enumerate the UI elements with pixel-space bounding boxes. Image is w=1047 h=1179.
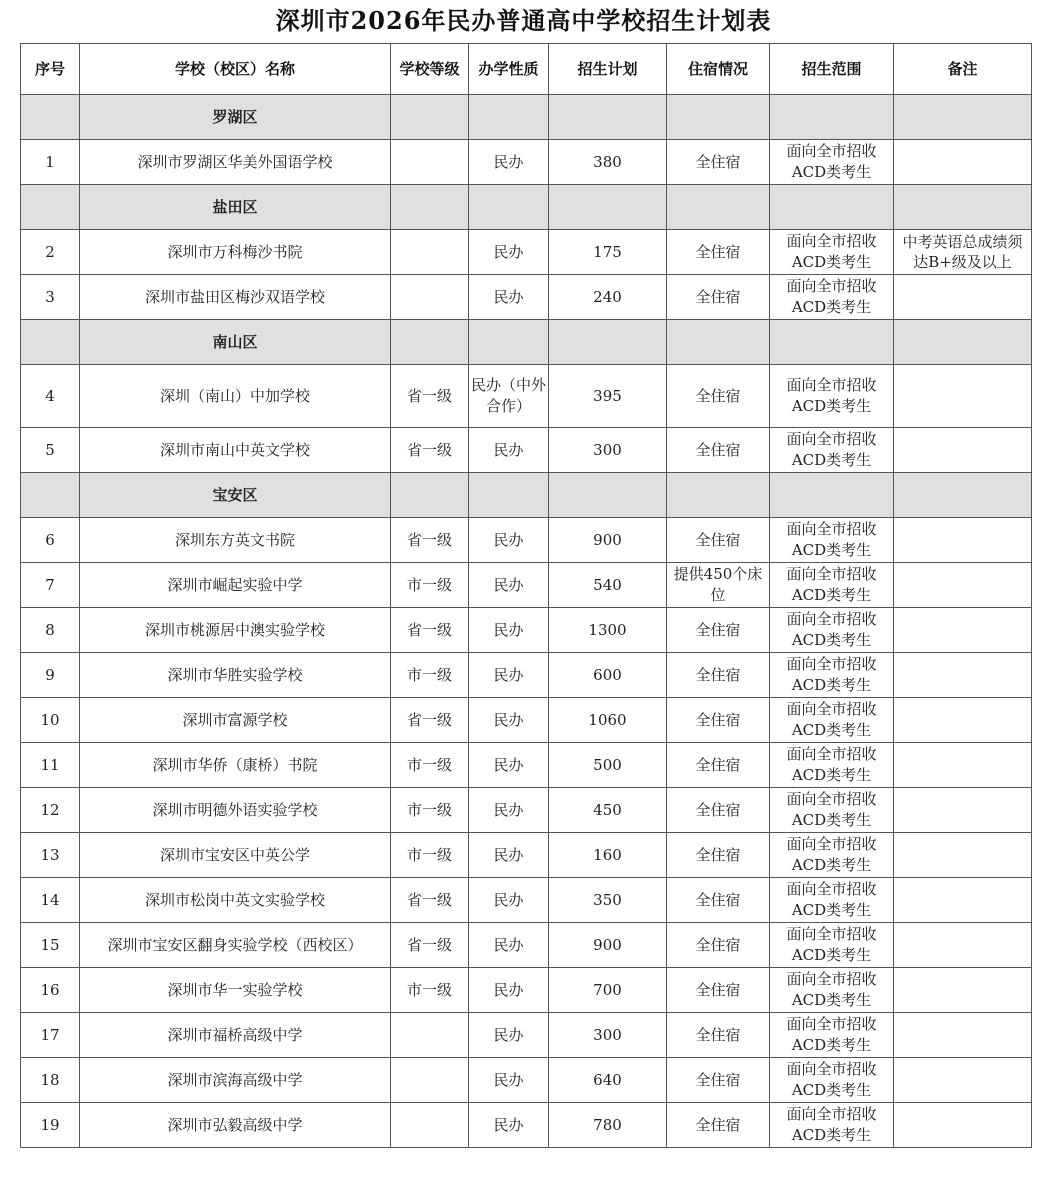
row-number: 2	[21, 230, 80, 275]
enroll-scope: 面向全市招收ACD类考生	[770, 1058, 894, 1103]
enroll-scope: 面向全市招收ACD类考生	[770, 923, 894, 968]
table-row	[21, 365, 1032, 428]
school-nature: 民办	[469, 428, 549, 473]
school-nature: 民办	[469, 878, 549, 923]
district-empty-cell	[770, 320, 894, 365]
school-name: 深圳市华一实验学校	[80, 968, 391, 1013]
enroll-plan: 640	[549, 1058, 667, 1103]
district-empty-cell	[21, 95, 80, 140]
table-row	[21, 230, 1032, 275]
school-name: 深圳市宝安区中英公学	[80, 833, 391, 878]
enroll-plan: 1300	[549, 608, 667, 653]
table-row	[21, 275, 1032, 320]
row-number: 16	[21, 968, 80, 1013]
row-number: 6	[21, 518, 80, 563]
row-number: 13	[21, 833, 80, 878]
district-empty-cell	[894, 320, 1032, 365]
dorm-status: 全住宿	[667, 230, 770, 275]
enroll-scope: 面向全市招收ACD类考生	[770, 653, 894, 698]
school-nature: 民办	[469, 923, 549, 968]
district-empty-cell	[894, 473, 1032, 518]
district-empty-cell	[770, 185, 894, 230]
table-row	[21, 743, 1032, 788]
enroll-scope: 面向全市招收ACD类考生	[770, 140, 894, 185]
enroll-scope: 面向全市招收ACD类考生	[770, 563, 894, 608]
school-nature: 民办	[469, 788, 549, 833]
school-nature: 民办（中外合作）	[469, 365, 549, 428]
school-name: 深圳市桃源居中澳实验学校	[80, 608, 391, 653]
school-name: 深圳市富源学校	[80, 698, 391, 743]
school-name: 深圳市滨海高级中学	[80, 1058, 391, 1103]
district-empty-cell	[549, 320, 667, 365]
school-name: 深圳市明德外语实验学校	[80, 788, 391, 833]
table-row	[21, 653, 1032, 698]
header-nature: 办学性质	[469, 44, 549, 95]
row-number: 9	[21, 653, 80, 698]
enroll-plan: 500	[549, 743, 667, 788]
table-row	[21, 923, 1032, 968]
remark	[894, 275, 1032, 320]
remark	[894, 140, 1032, 185]
enroll-scope: 面向全市招收ACD类考生	[770, 365, 894, 428]
school-name: 深圳市福桥高级中学	[80, 1013, 391, 1058]
enroll-scope: 面向全市招收ACD类考生	[770, 428, 894, 473]
school-level: 市一级	[391, 833, 469, 878]
school-name: 深圳东方英文书院	[80, 518, 391, 563]
school-level: 市一级	[391, 968, 469, 1013]
table-row	[21, 833, 1032, 878]
school-name: 深圳市弘毅高级中学	[80, 1103, 391, 1148]
district-empty-cell	[667, 95, 770, 140]
district-name: 宝安区	[80, 473, 391, 518]
district-empty-cell	[667, 320, 770, 365]
row-number: 14	[21, 878, 80, 923]
table-row	[21, 428, 1032, 473]
remark	[894, 968, 1032, 1013]
district-empty-cell	[667, 185, 770, 230]
page-title: 深圳市2026年民办普通高中学校招生计划表	[275, 6, 772, 35]
school-level	[391, 275, 469, 320]
remark	[894, 743, 1032, 788]
remark	[894, 698, 1032, 743]
school-level	[391, 1058, 469, 1103]
header-row	[21, 44, 1032, 95]
dorm-status: 全住宿	[667, 1058, 770, 1103]
table-row	[21, 563, 1032, 608]
district-empty-cell	[770, 473, 894, 518]
school-level: 省一级	[391, 428, 469, 473]
school-nature: 民办	[469, 743, 549, 788]
remark	[894, 365, 1032, 428]
school-level	[391, 140, 469, 185]
district-empty-cell	[549, 95, 667, 140]
table-row	[21, 1058, 1032, 1103]
remark	[894, 563, 1032, 608]
school-nature: 民办	[469, 140, 549, 185]
district-empty-cell	[549, 185, 667, 230]
header-level: 学校等级	[391, 44, 469, 95]
school-name: 深圳市罗湖区华美外国语学校	[80, 140, 391, 185]
enroll-scope: 面向全市招收ACD类考生	[770, 230, 894, 275]
district-empty-cell	[21, 473, 80, 518]
district-empty-cell	[391, 95, 469, 140]
dorm-status: 全住宿	[667, 698, 770, 743]
table-row	[21, 1103, 1032, 1148]
dorm-status: 全住宿	[667, 275, 770, 320]
header-dorm: 住宿情况	[667, 44, 770, 95]
district-empty-cell	[549, 473, 667, 518]
district-row	[21, 185, 1032, 230]
table-row	[21, 1013, 1032, 1058]
remark	[894, 833, 1032, 878]
dorm-status: 全住宿	[667, 788, 770, 833]
table-row	[21, 968, 1032, 1013]
enroll-scope: 面向全市招收ACD类考生	[770, 608, 894, 653]
school-nature: 民办	[469, 518, 549, 563]
enroll-scope: 面向全市招收ACD类考生	[770, 968, 894, 1013]
enroll-plan: 350	[549, 878, 667, 923]
enroll-plan: 540	[549, 563, 667, 608]
row-number: 5	[21, 428, 80, 473]
enroll-plan: 300	[549, 428, 667, 473]
row-number: 1	[21, 140, 80, 185]
remark	[894, 878, 1032, 923]
header-note: 备注	[894, 44, 1032, 95]
dorm-status: 全住宿	[667, 653, 770, 698]
dorm-status: 全住宿	[667, 878, 770, 923]
school-level: 市一级	[391, 788, 469, 833]
row-number: 8	[21, 608, 80, 653]
district-name: 罗湖区	[80, 95, 391, 140]
table-row	[21, 788, 1032, 833]
enroll-scope: 面向全市招收ACD类考生	[770, 698, 894, 743]
school-nature: 民办	[469, 1058, 549, 1103]
school-name: 深圳（南山）中加学校	[80, 365, 391, 428]
row-number: 12	[21, 788, 80, 833]
table-row	[21, 518, 1032, 563]
school-level: 省一级	[391, 878, 469, 923]
dorm-status: 全住宿	[667, 1013, 770, 1058]
enroll-plan: 300	[549, 1013, 667, 1058]
school-name: 深圳市宝安区翻身实验学校（西校区）	[80, 923, 391, 968]
district-empty-cell	[469, 473, 549, 518]
school-level: 省一级	[391, 365, 469, 428]
remark	[894, 923, 1032, 968]
school-level: 省一级	[391, 698, 469, 743]
row-number: 17	[21, 1013, 80, 1058]
row-number: 15	[21, 923, 80, 968]
enroll-scope: 面向全市招收ACD类考生	[770, 788, 894, 833]
remark: 中考英语总成绩须达B+级及以上	[894, 230, 1032, 275]
enroll-plan: 380	[549, 140, 667, 185]
enroll-plan: 700	[549, 968, 667, 1013]
district-empty-cell	[667, 473, 770, 518]
remark	[894, 653, 1032, 698]
header-plan: 招生计划	[549, 44, 667, 95]
enroll-scope: 面向全市招收ACD类考生	[770, 518, 894, 563]
enroll-scope: 面向全市招收ACD类考生	[770, 878, 894, 923]
district-empty-cell	[21, 185, 80, 230]
district-row	[21, 95, 1032, 140]
dorm-status: 提供450个床位	[667, 563, 770, 608]
school-name: 深圳市崛起实验中学	[80, 563, 391, 608]
remark	[894, 1058, 1032, 1103]
header-scope: 招生范围	[770, 44, 894, 95]
school-level	[391, 230, 469, 275]
district-empty-cell	[469, 185, 549, 230]
dorm-status: 全住宿	[667, 365, 770, 428]
enroll-scope: 面向全市招收ACD类考生	[770, 1103, 894, 1148]
school-level: 省一级	[391, 518, 469, 563]
enroll-plan: 450	[549, 788, 667, 833]
remark	[894, 1013, 1032, 1058]
table-row	[21, 698, 1032, 743]
enroll-plan: 900	[549, 518, 667, 563]
table-body	[21, 95, 1032, 1148]
school-name: 深圳市盐田区梅沙双语学校	[80, 275, 391, 320]
dorm-status: 全住宿	[667, 833, 770, 878]
enroll-plan: 395	[549, 365, 667, 428]
row-number: 10	[21, 698, 80, 743]
remark	[894, 518, 1032, 563]
row-number: 3	[21, 275, 80, 320]
remark	[894, 428, 1032, 473]
district-row	[21, 320, 1032, 365]
school-level	[391, 1103, 469, 1148]
enrollment-table	[20, 43, 1032, 1148]
row-number: 19	[21, 1103, 80, 1148]
school-nature: 民办	[469, 608, 549, 653]
district-name: 南山区	[80, 320, 391, 365]
school-nature: 民办	[469, 1103, 549, 1148]
row-number: 4	[21, 365, 80, 428]
dorm-status: 全住宿	[667, 923, 770, 968]
enroll-plan: 175	[549, 230, 667, 275]
remark	[894, 1103, 1032, 1148]
school-nature: 民办	[469, 698, 549, 743]
enroll-scope: 面向全市招收ACD类考生	[770, 743, 894, 788]
school-nature: 民办	[469, 230, 549, 275]
school-nature: 民办	[469, 275, 549, 320]
school-nature: 民办	[469, 653, 549, 698]
dorm-status: 全住宿	[667, 608, 770, 653]
header-school-name: 学校（校区）名称	[80, 44, 391, 95]
district-empty-cell	[391, 185, 469, 230]
dorm-status: 全住宿	[667, 428, 770, 473]
district-empty-cell	[469, 320, 549, 365]
dorm-status: 全住宿	[667, 140, 770, 185]
enroll-scope: 面向全市招收ACD类考生	[770, 833, 894, 878]
dorm-status: 全住宿	[667, 968, 770, 1013]
dorm-status: 全住宿	[667, 1103, 770, 1148]
district-empty-cell	[391, 320, 469, 365]
school-level: 市一级	[391, 653, 469, 698]
enroll-scope: 面向全市招收ACD类考生	[770, 275, 894, 320]
enroll-scope: 面向全市招收ACD类考生	[770, 1013, 894, 1058]
district-empty-cell	[469, 95, 549, 140]
enroll-plan: 780	[549, 1103, 667, 1148]
district-empty-cell	[770, 95, 894, 140]
dorm-status: 全住宿	[667, 743, 770, 788]
school-nature: 民办	[469, 563, 549, 608]
school-name: 深圳市松岗中英文实验学校	[80, 878, 391, 923]
row-number: 11	[21, 743, 80, 788]
district-empty-cell	[894, 185, 1032, 230]
remark	[894, 788, 1032, 833]
school-level: 市一级	[391, 563, 469, 608]
table-row	[21, 878, 1032, 923]
district-row	[21, 473, 1032, 518]
school-name: 深圳市南山中英文学校	[80, 428, 391, 473]
district-empty-cell	[391, 473, 469, 518]
table-row	[21, 608, 1032, 653]
table-row	[21, 140, 1032, 185]
row-number: 7	[21, 563, 80, 608]
enroll-plan: 1060	[549, 698, 667, 743]
school-name: 深圳市万科梅沙书院	[80, 230, 391, 275]
school-nature: 民办	[469, 1013, 549, 1058]
remark	[894, 608, 1032, 653]
school-nature: 民办	[469, 968, 549, 1013]
enroll-plan: 900	[549, 923, 667, 968]
school-level: 省一级	[391, 923, 469, 968]
district-name: 盐田区	[80, 185, 391, 230]
enroll-plan: 240	[549, 275, 667, 320]
school-name: 深圳市华侨（康桥）书院	[80, 743, 391, 788]
dorm-status: 全住宿	[667, 518, 770, 563]
district-empty-cell	[894, 95, 1032, 140]
row-number: 18	[21, 1058, 80, 1103]
school-level: 省一级	[391, 608, 469, 653]
district-empty-cell	[21, 320, 80, 365]
header-no: 序号	[21, 44, 80, 95]
school-nature: 民办	[469, 833, 549, 878]
enroll-plan: 600	[549, 653, 667, 698]
school-name: 深圳市华胜实验学校	[80, 653, 391, 698]
school-level	[391, 1013, 469, 1058]
school-level: 市一级	[391, 743, 469, 788]
enroll-plan: 160	[549, 833, 667, 878]
